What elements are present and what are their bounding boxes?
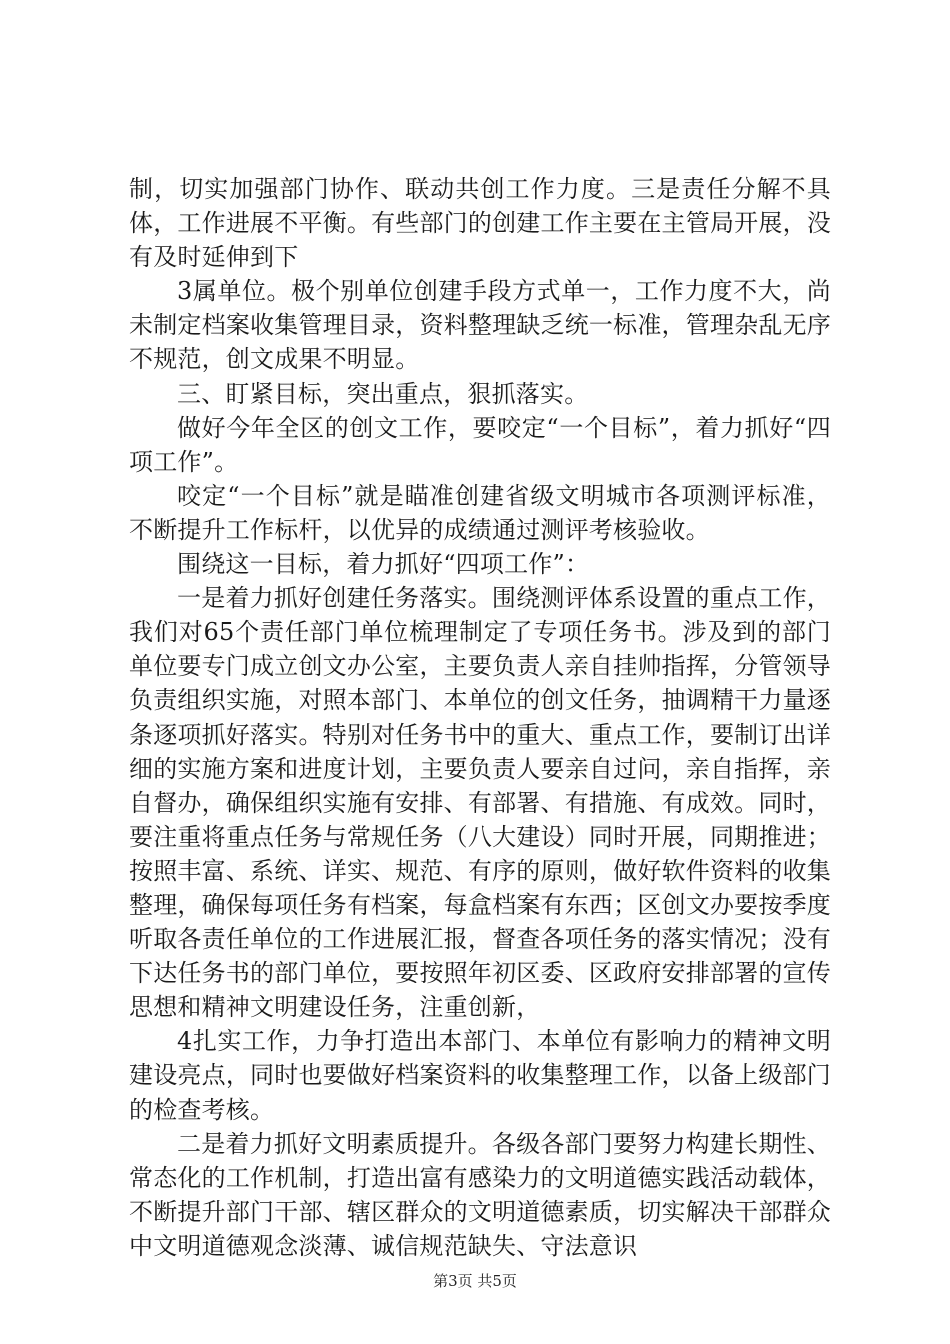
paragraph-2: 3属单位。极个别单位创建手段方式单一，工作力度不大，尚未制定档案收集管理目录，资料整理缺乏统一标准，管理杂乱无序不规范，创文成果不明显。 [129, 277, 831, 374]
paragraph-4: 做好今年全区的创文工作，要咬定“一个目标”，着力抓好“四项工作”。 [129, 413, 831, 476]
paragraph-7: 一是着力抓好创建任务落实。围绕测评体系设置的重点工作，我们对65个责任部门单位梳理制定了专项任务书。涉及到的部门单位要专门成立创文办公室，主要负责人亲自挂帅指挥，分管领导负责组织实施，对照本部门、本单位的创文任务，抽调精干力量逐条逐项抓好落实。特别对任务书中的重大、重点工作，要制订出详细的实施方案和进度计划，主要负责人要亲自过问，亲自指挥，亲自督办，确保组织实施有安排、有部署、有措施、有成效。同时，要注重将重点任务与常规任务（八大建设）同时开展，同期推进；按照丰富、系统、详实、规范、有序的原则，做好软件资料的收集整理，确保每项任务有档案，每盒档案有东西；区创文办要按季度听取各责任单位的工作进展汇报，督查各项任务的落实情况；没有下达任务书的部门单位，要按照年初区委、区政府安排部署的宣传思想和精神文明建设任务，注重创新， [129, 584, 831, 1022]
document-body [129, 172, 831, 1263]
page-number-footer: 第3页 共5页 [433, 1272, 517, 1290]
section-heading: 三、盯紧目标，突出重点，狠抓落实。 [177, 379, 589, 408]
paragraph-6: 围绕这一目标，着力抓好“四项工作”： [177, 550, 590, 579]
paragraph-9: 二是着力抓好文明素质提升。各级各部门要努力构建长期性、常态化的工作机制，打造出富有感染力的文明道德实践活动载体，不断提升部门干部、辖区群众的文明道德素质，切实解决干部群众中文明道德观念淡薄、诚信规范缺失、守法意识 [129, 1129, 831, 1260]
paragraph-8: 4扎实工作，力争打造出本部门、本单位有影响力的精神文明建设亮点，同时也要做好档案资料的收集整理工作，以备上级部门的检查考核。 [129, 1027, 831, 1124]
paragraph-1: 制，切实加强部门协作、联动共创工作力度。三是责任分解不具体，工作进展不平衡。有些部门的创建工作主要在主管局开展，没有及时延伸到下 [129, 175, 831, 272]
paragraph-5: 咬定“一个目标”就是瞄准创建省级文明城市各项测评标准，不断提升工作标杆，以优异的成绩通过测评考核验收。 [129, 481, 831, 544]
